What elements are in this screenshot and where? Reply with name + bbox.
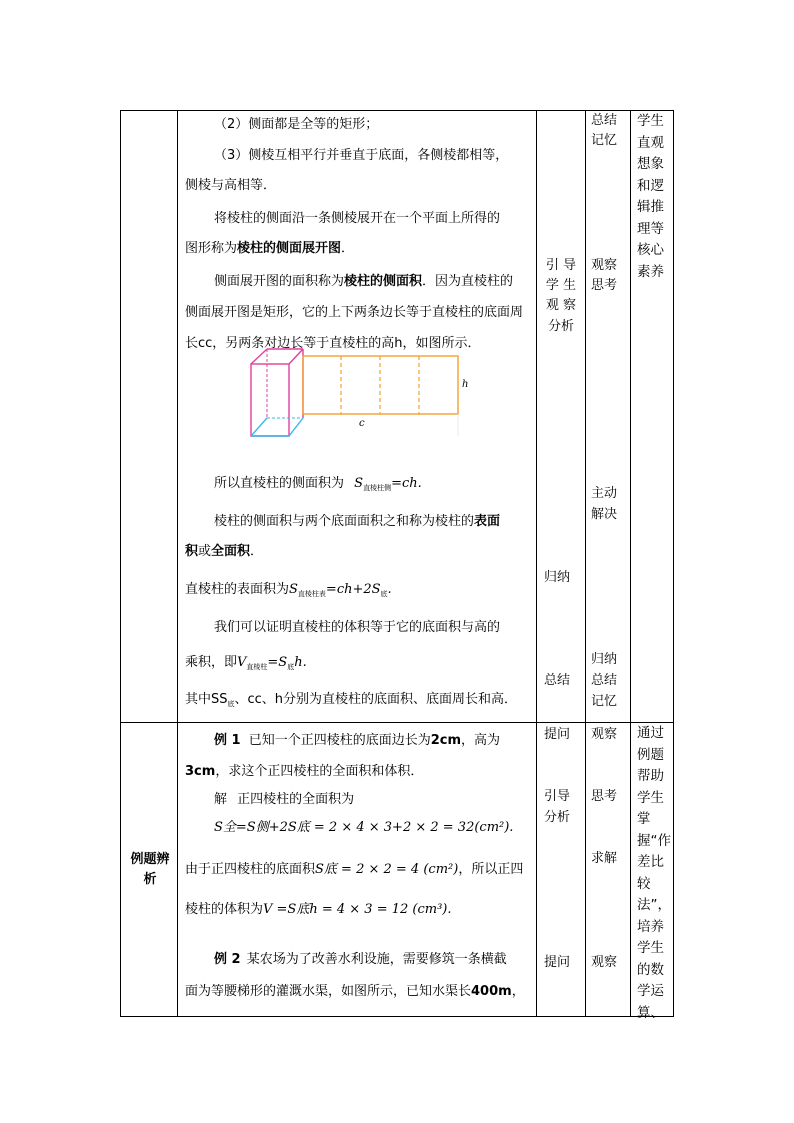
- text: ，高为: [461, 733, 501, 748]
- text: 直棱柱的表面积为: [185, 582, 290, 597]
- equation-base-area: S底 = 2 × 2 = 4 (cm²): [315, 862, 459, 877]
- student-activity: 思考: [590, 278, 617, 293]
- paragraph: 侧棱与高相等．: [185, 178, 277, 193]
- design-intent: 学生直观想象和逻辑推理等核心素养: [637, 113, 664, 280]
- equation-surface-area: S全=S侧+2S底 = 2 × 4 × 3+2 × 2 = 32(cm²).: [214, 820, 514, 835]
- term-bold: 表面: [474, 514, 501, 529]
- paragraph: 将棱柱的侧面沿一条侧棱展开在一个平面上所得的: [214, 211, 501, 226]
- paragraph: [185, 692, 517, 712]
- teacher-activity: 提问: [543, 955, 570, 970]
- table-bottom-border: [120, 1016, 674, 1017]
- teacher-activity: 学 生: [545, 278, 577, 293]
- teacher-activity: 引 导: [545, 258, 577, 273]
- text: 已知一个正四棱柱的底面边长为: [248, 733, 431, 748]
- paragraph: [185, 582, 392, 602]
- formula-s: S: [289, 582, 298, 597]
- table-col-divider-1: [177, 110, 178, 1017]
- paragraph: （2）侧面都是全等的矩形；: [214, 117, 379, 132]
- subscript: 直棱柱表: [297, 590, 326, 598]
- teacher-activity: 分析: [547, 319, 574, 334]
- paragraph: （3）侧棱互相平行并垂直于底面，各侧棱都相等，: [214, 148, 509, 163]
- text: 或: [198, 544, 212, 559]
- table-col-divider-2: [536, 110, 537, 1017]
- term-bold: 棱柱的侧面积: [344, 274, 423, 289]
- text: 、cc、h分别为直棱柱的底面积、底面周长和高．: [234, 692, 518, 707]
- prism-base-edge: [251, 418, 267, 436]
- text: ，求这个正四棱柱的全面积和体积．: [215, 764, 424, 779]
- formula-end: .: [387, 582, 392, 597]
- student-activity: 求解: [590, 851, 617, 866]
- subscript: 直棱柱侧: [363, 484, 392, 492]
- teacher-activity: 归纳: [543, 570, 570, 585]
- text: 图形称为: [185, 241, 238, 256]
- paragraph: 我们可以证明直棱柱的体积等于它的底面积与高的: [214, 620, 501, 635]
- student-activity: 思考: [590, 789, 617, 804]
- student-activity: 记忆: [590, 133, 617, 148]
- teacher-activity: 观 察: [545, 298, 577, 313]
- term-bold: 积: [185, 544, 199, 559]
- formula-rhs: =ch+2S: [325, 582, 381, 597]
- table-col-divider-4: [630, 110, 631, 1017]
- student-activity: 记忆: [590, 694, 617, 709]
- solution-label: 解: [214, 792, 228, 807]
- text: ．: [341, 241, 355, 256]
- paragraph: 长cc，另两条对边长等于直棱柱的高h，如图所示．: [185, 336, 481, 351]
- text: 所以直棱柱的侧面积为: [214, 476, 345, 491]
- prism-edge: [289, 349, 303, 364]
- formula-s: S: [354, 476, 364, 491]
- subscript: 直棱柱: [246, 663, 268, 671]
- subscript: 底: [287, 663, 295, 671]
- example-2-line-2: [185, 984, 525, 1000]
- paragraph: 侧面展开图是矩形，它的上下两条边长等于直棱柱的底面周: [185, 305, 524, 320]
- student-activity: 总结: [590, 113, 617, 128]
- text: 棱柱的体积为: [185, 902, 264, 917]
- teacher-activity: 提问: [543, 727, 570, 742]
- text: 侧面展开图的面积称为: [214, 274, 345, 289]
- text: ，: [511, 984, 525, 999]
- table-row-divider: [120, 722, 674, 723]
- text: 面为等腰梯形的灌溉水渠，如图所示，已知水渠长: [185, 984, 472, 999]
- label-h: h: [462, 379, 469, 390]
- solution-line: [214, 792, 354, 808]
- teacher-activity: 引导: [543, 789, 570, 804]
- base-area-line: [185, 862, 523, 878]
- value-bold: 2cm: [430, 733, 462, 748]
- table-right-border: [673, 110, 674, 1017]
- example-label: 例 1: [214, 733, 241, 748]
- text: ．: [250, 544, 264, 559]
- formula-rhs: =S: [267, 655, 288, 670]
- paragraph: [185, 655, 307, 675]
- student-activity: 观察: [590, 955, 617, 970]
- subscript: 底: [227, 700, 235, 708]
- text: 棱柱的侧面积与两个底面面积之和称为棱柱的: [214, 514, 475, 529]
- paragraph: [214, 476, 422, 496]
- subscript: 底: [380, 590, 388, 598]
- prism-edge: [251, 349, 267, 364]
- paragraph: [185, 544, 263, 560]
- prism-base-edge: [289, 418, 303, 436]
- example-2-line-1: [214, 952, 507, 968]
- paragraph: [214, 514, 500, 530]
- example-1-line-1: [214, 733, 500, 749]
- text: ，所以正四: [458, 862, 524, 877]
- prism-front-face: [251, 364, 289, 436]
- student-activity: 主动: [590, 486, 617, 501]
- table-left-border: [120, 110, 121, 1017]
- label-c: c: [359, 418, 365, 429]
- value-bold: 400m: [471, 984, 512, 999]
- text: 某农场为了改善水利设施，需要修筑一条横截: [246, 952, 507, 967]
- student-activity: 解决: [590, 507, 617, 522]
- table-col-divider-3: [585, 110, 586, 1017]
- design-intent: 通过例题帮助学生掌握“作差比较法”，培养学生的数学运算、: [637, 725, 671, 1021]
- text: 由于正四棱柱的底面积: [185, 862, 316, 877]
- example-1-line-2: [185, 764, 423, 780]
- value-bold: 3cm: [185, 764, 216, 779]
- student-activity: 观察: [590, 727, 617, 742]
- student-activity: 观察: [590, 258, 617, 273]
- volume-line: [185, 902, 452, 918]
- text: 正四棱柱的全面积为: [237, 792, 355, 807]
- text: 乘积，即: [185, 655, 238, 670]
- teacher-activity: 分析: [543, 810, 570, 825]
- term-bold: 棱柱的侧面展开图: [237, 241, 342, 256]
- text: ．因为直棱柱的: [422, 274, 514, 289]
- paragraph: [185, 241, 354, 257]
- row-label: 例题辨析: [130, 852, 170, 887]
- term-bold: 全面积: [211, 544, 251, 559]
- formula-rhs: =ch.: [391, 476, 422, 491]
- text: 其中SS: [185, 692, 228, 707]
- example-label: 例 2: [214, 952, 241, 967]
- teacher-activity: 总结: [543, 673, 570, 688]
- equation-volume: V =S底h = 4 × 3 = 12 (cm³).: [263, 902, 452, 917]
- formula-v: V: [237, 655, 247, 670]
- student-activity: 总结: [590, 673, 617, 688]
- student-activity: 归纳: [590, 652, 617, 667]
- paragraph: [214, 274, 513, 290]
- formula-end: h.: [294, 655, 307, 670]
